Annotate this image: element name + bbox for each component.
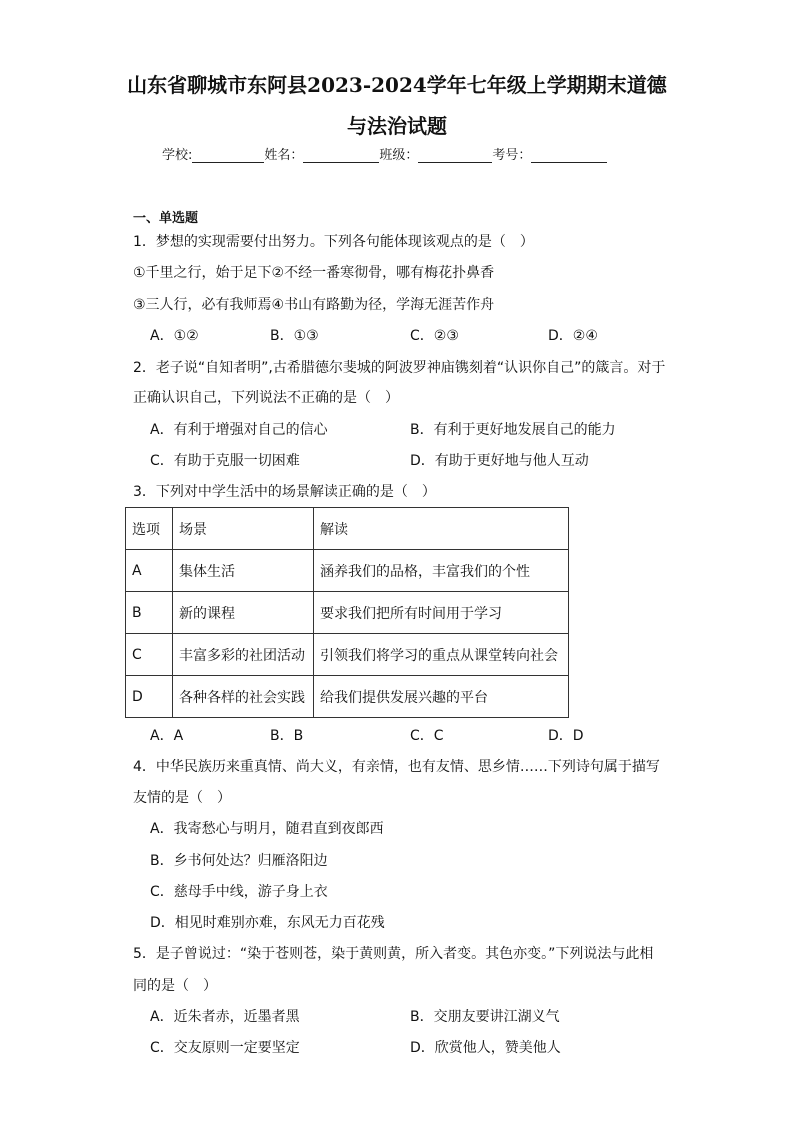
q2-option-b[interactable]: B．有利于更好地发展自己的能力 — [410, 422, 616, 438]
q2-stem-line2: 正确认识自己，下列说法不正确的是（ ） — [133, 390, 399, 406]
section-heading: 一、单选题 — [133, 211, 199, 226]
table-cell: 丰富多彩的社团活动 — [173, 634, 314, 676]
q2-stem-line1: 2．老子说“自知者明”,古希腊德尔斐城的阿波罗神庙镌刻着“认识你自己”的箴言。对于 — [133, 360, 666, 376]
q5-option-a[interactable]: A．近朱者赤，近墨者黑 — [150, 1009, 300, 1025]
q2-option-a[interactable]: A．有利于增强对自己的信心 — [150, 422, 328, 438]
q3-stem: 3．下列对中学生活中的场景解读正确的是（ ） — [133, 484, 436, 500]
q3-option-b[interactable]: B．B — [270, 728, 304, 744]
class-blank[interactable] — [418, 148, 492, 163]
table-cell: D — [126, 676, 173, 718]
table-cell: 新的课程 — [173, 592, 314, 634]
table-header-cell: 选项 — [126, 508, 173, 550]
table-row — [126, 550, 569, 592]
q1-option-d[interactable]: D．②④ — [548, 328, 598, 344]
table-cell: 给我们提供发展兴趣的平台 — [314, 676, 569, 718]
q4-option-a[interactable]: A．我寄愁心与明月，随君直到夜郎西 — [150, 821, 384, 837]
q2-option-c[interactable]: C．有助于克服一切困难 — [150, 453, 300, 469]
q5-option-b[interactable]: B．交朋友要讲江湖义气 — [410, 1009, 560, 1025]
table-cell: B — [126, 592, 173, 634]
q3-scene-table — [125, 507, 569, 718]
q4-stem-line2: 友情的是（ ） — [133, 790, 231, 806]
table-row — [126, 634, 569, 676]
q1-option-a[interactable]: A．①② — [150, 328, 199, 344]
q1-item-line: ①千里之行，始于足下②不经一番寒彻骨，哪有梅花扑鼻香 — [133, 265, 495, 281]
name-blank[interactable] — [303, 148, 379, 163]
q5-option-d[interactable]: D．欣赏他人，赞美他人 — [410, 1040, 561, 1056]
table-cell: C — [126, 634, 173, 676]
table-cell: 要求我们把所有时间用于学习 — [314, 592, 569, 634]
table-row — [126, 592, 569, 634]
name-label: 姓名： — [264, 148, 304, 163]
table-cell: 引领我们将学习的重点从课堂转向社会 — [314, 634, 569, 676]
school-label: 学校: — [162, 148, 193, 163]
table-cell: A — [126, 550, 173, 592]
q4-option-b[interactable]: B．乡书何处达？归雁洛阳边 — [150, 853, 328, 869]
q3-option-c[interactable]: C．C — [410, 728, 444, 744]
q4-option-c[interactable]: C．慈母手中线，游子身上衣 — [150, 884, 328, 900]
school-blank[interactable] — [192, 148, 264, 163]
q4-option-d[interactable]: D．相见时难别亦难，东风无力百花残 — [150, 915, 385, 931]
number-label: 考号： — [492, 148, 532, 163]
exam-title-line1: 山东省聊城市东阿县2023-2024学年七年级上学期期末道德 — [127, 73, 667, 97]
q4-stem-line1: 4．中华民族历来重真情、尚大义，有亲情，也有友情、思乡情……下列诗句属于描写 — [133, 759, 660, 775]
q1-option-b[interactable]: B．①③ — [270, 328, 319, 344]
q3-option-d[interactable]: D．D — [548, 728, 584, 744]
q3-option-a[interactable]: A．A — [150, 728, 184, 744]
student-info-row — [162, 144, 607, 163]
table-header-cell: 场景 — [173, 508, 314, 550]
table-row — [126, 676, 569, 718]
q1-option-c[interactable]: C．②③ — [410, 328, 459, 344]
table-header-row — [126, 508, 569, 550]
class-label: 班级： — [379, 148, 419, 163]
q1-item-line: ③三人行，必有我师焉④书山有路勤为径，学海无涯苦作舟 — [133, 297, 495, 313]
q5-stem-line1: 5．是子曾说过：“染于苍则苍，染于黄则黄，所入者变。其色亦变。”下列说法与此相 — [133, 946, 654, 962]
q2-option-d[interactable]: D．有助于更好地与他人互动 — [410, 453, 589, 469]
table-cell: 集体生活 — [173, 550, 314, 592]
exam-title-line2: 与法治试题 — [347, 114, 447, 138]
q1-stem: 1．梦想的实现需要付出努力。下列各句能体现该观点的是（ ） — [133, 234, 534, 250]
q5-option-c[interactable]: C．交友原则一定要坚定 — [150, 1040, 300, 1056]
table-cell: 各种各样的社会实践 — [173, 676, 314, 718]
table-cell: 涵养我们的品格，丰富我们的个性 — [314, 550, 569, 592]
number-blank[interactable] — [531, 148, 607, 163]
table-header-cell: 解读 — [314, 508, 569, 550]
q5-stem-line2: 同的是（ ） — [133, 978, 217, 994]
